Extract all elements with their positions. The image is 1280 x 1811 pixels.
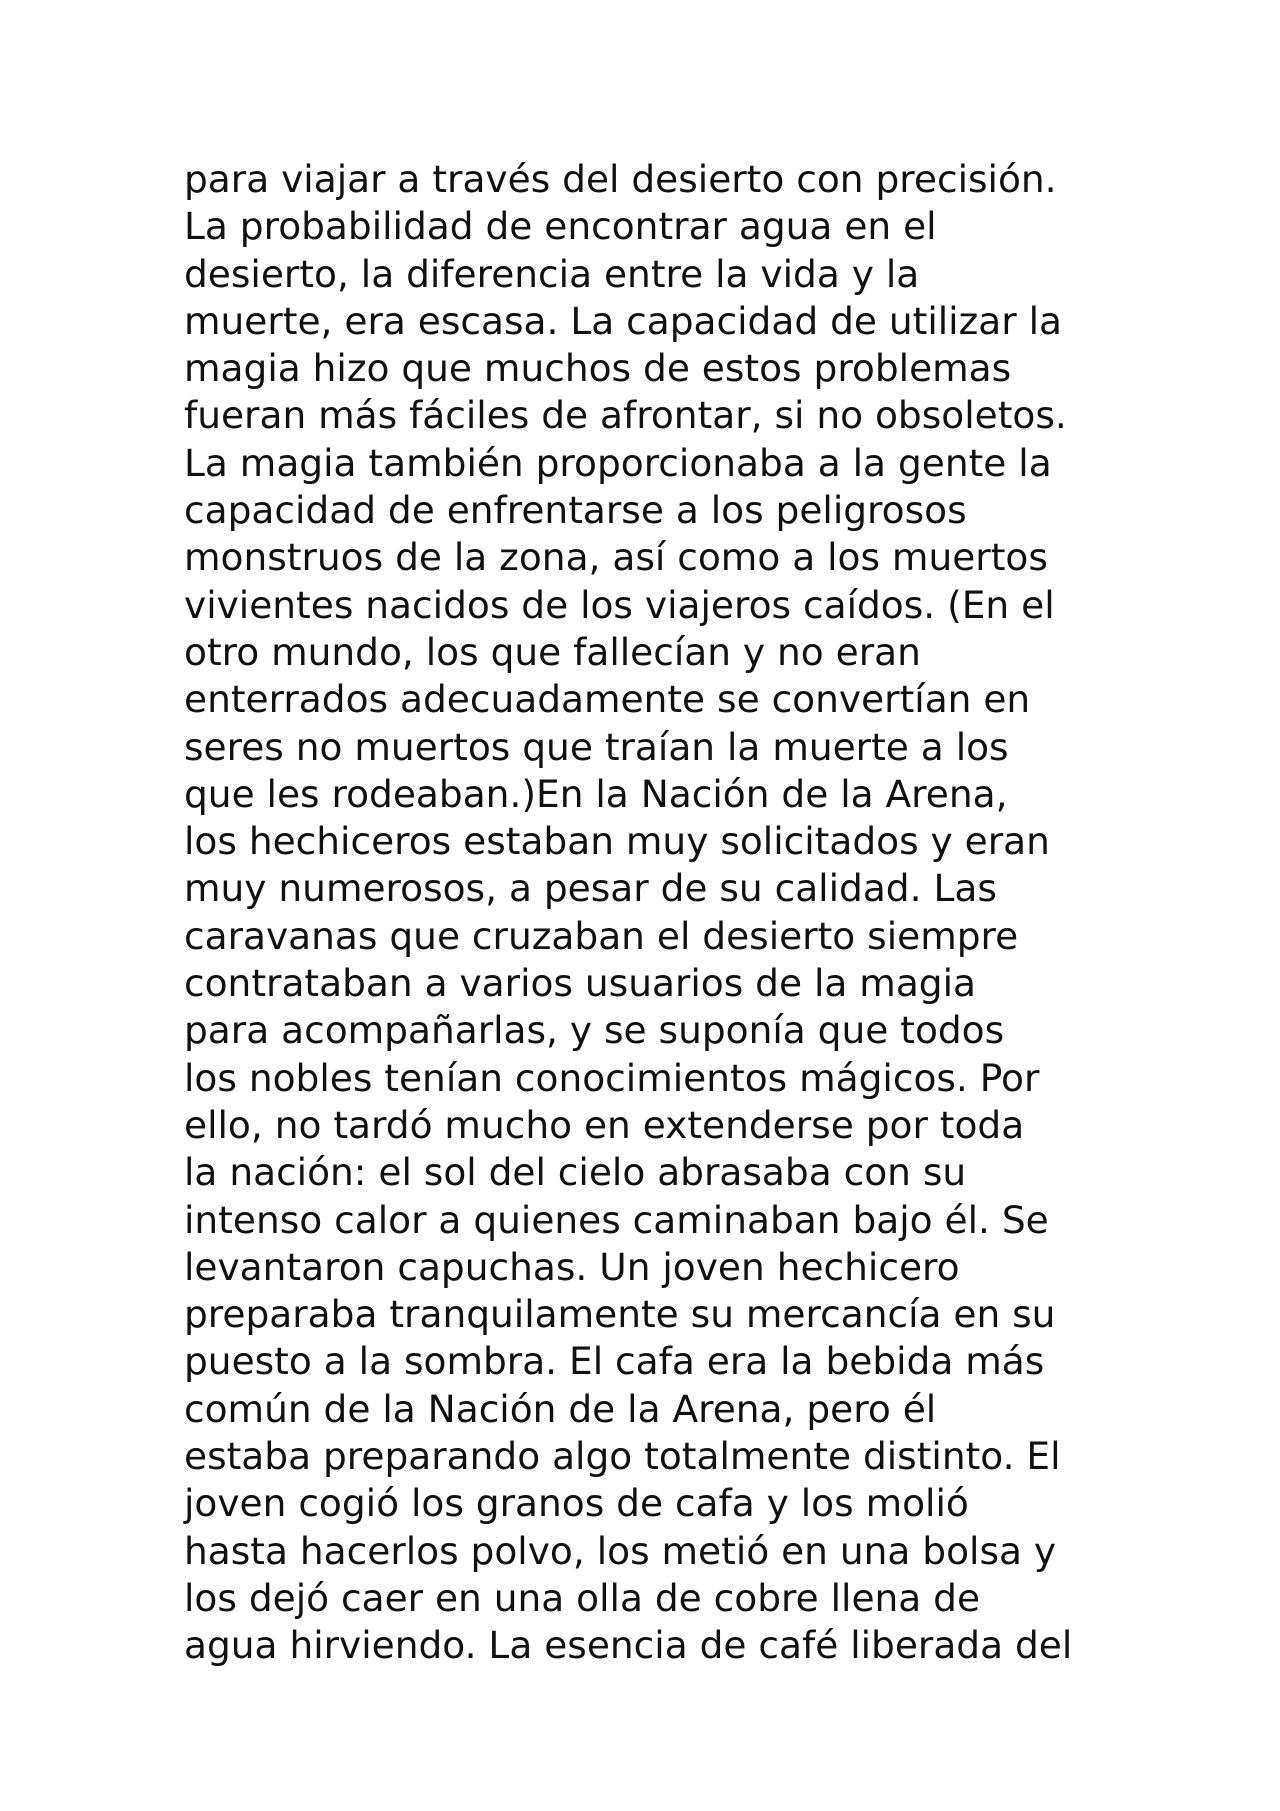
text-line: vivientes nacidos de los viajeros caídos. (En el xyxy=(184,582,1055,627)
text-line: ello, no tardó mucho en extenderse por toda xyxy=(184,1102,1025,1147)
text-line: agua hirviendo. La esencia de café liberada del xyxy=(184,1623,1073,1668)
text-line: contrataban a varios usuarios de la magia xyxy=(184,961,977,1006)
text-line: La magia también proporcionaba a la gente la xyxy=(184,440,1052,485)
text-line: muerte, era escasa. La capacidad de utilizar la xyxy=(184,298,1062,343)
text-line: los hechiceros estaban muy solicitados y eran xyxy=(184,819,1050,864)
text-line: puesto a la sombra. El cafa era la bebida más xyxy=(184,1339,1045,1384)
text-line: capacidad de enfrentarse a los peligrosos xyxy=(184,488,967,533)
text-line: fueran más fáciles de afrontar, si no obsoletos. xyxy=(184,393,1067,438)
text-line: que les rodeaban.)En la Nación de la Arena, xyxy=(184,771,1008,816)
text-line: preparaba tranquilamente su mercancía en su xyxy=(184,1292,1056,1337)
text-line: otro mundo, los que fallecían y no eran xyxy=(184,629,921,674)
text-line: intenso calor a quienes caminaban bajo él. Se xyxy=(184,1197,1049,1242)
text-line: la nación: el sol del cielo abrasaba con su xyxy=(184,1150,967,1195)
text-line: estaba preparando algo totalmente distinto. El xyxy=(184,1434,1061,1479)
text-line: para acompañarlas, y se suponía que todos xyxy=(184,1008,1005,1053)
body-text xyxy=(184,156,1124,1670)
text-line: hasta hacerlos polvo, los metió en una bolsa y xyxy=(184,1528,1057,1573)
text-line: La probabilidad de encontrar agua en el xyxy=(184,204,937,249)
text-line: muy numerosos, a pesar de su calidad. Las xyxy=(184,866,997,911)
text-line: caravanas que cruzaban el desierto siempre xyxy=(184,913,1019,958)
text-line: magia hizo que muchos de estos problemas xyxy=(184,346,1012,391)
text-line: seres no muertos que traían la muerte a los xyxy=(184,724,1009,769)
text-line: levantaron capuchas. Un joven hechicero xyxy=(184,1244,960,1289)
text-line: desierto, la diferencia entre la vida y la xyxy=(184,251,920,296)
text-line: para viajar a través del desierto con precisión. xyxy=(184,157,1057,201)
text-line: joven cogió los granos de cafa y los molió xyxy=(184,1481,969,1526)
text-line: común de la Nación de la Arena, pero él xyxy=(184,1386,937,1431)
text-line: los nobles tenían conocimientos mágicos. Por xyxy=(184,1055,1040,1100)
text-line: enterrados adecuadamente se convertían en xyxy=(184,677,1031,722)
text-line: monstruos de la zona, así como a los muertos xyxy=(184,535,1048,580)
text-line: los dejó caer en una olla de cobre llena de xyxy=(184,1575,981,1620)
